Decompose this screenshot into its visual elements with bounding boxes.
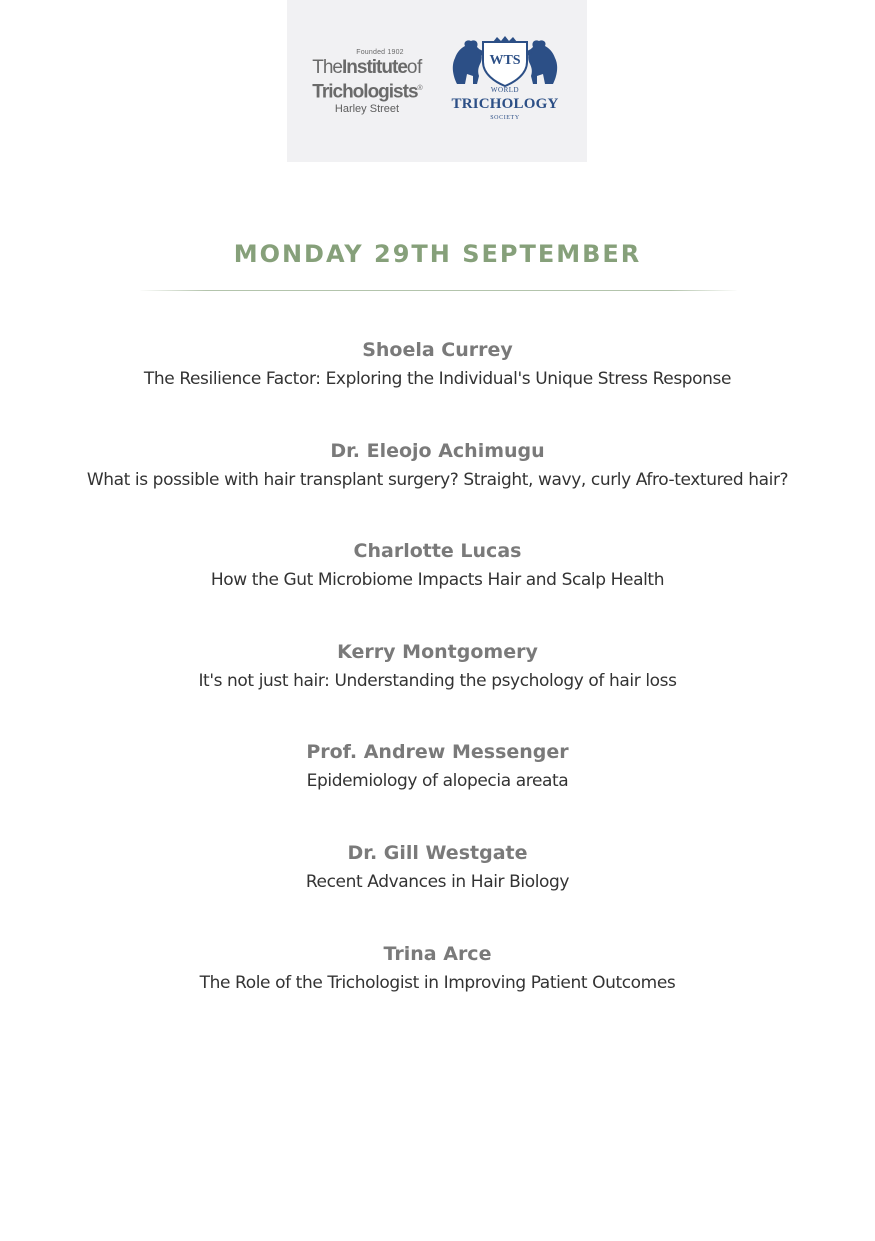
session-item	[0, 738, 875, 796]
trademark-symbol: ®	[417, 85, 422, 92]
talk-title: Epidemiology of alopecia areata	[306, 771, 569, 791]
session-item	[0, 638, 875, 696]
session-item	[0, 437, 875, 495]
logo-word-trichologists: Trichologists	[312, 81, 418, 103]
wts-monogram: WTS	[489, 53, 521, 68]
talk-title: It's not just hair: Understanding the psychology of hair loss	[198, 671, 677, 691]
day-heading: MONDAY 29TH SEPTEMBER	[233, 240, 642, 268]
logo-word-trichology: TRICHOLOGY	[451, 96, 559, 112]
heading-divider	[137, 289, 740, 292]
talk-title: The Role of the Trichologist in Improving Patient Outcomes	[199, 973, 676, 993]
speaker-name: Dr. Gill Westgate	[347, 842, 528, 864]
logo-word-the: The	[312, 57, 342, 78]
logo-banner	[287, 0, 587, 162]
world-trichology-society-logo	[443, 36, 567, 126]
logo-word-society: SOCIETY	[490, 115, 520, 121]
talk-title: How the Gut Microbiome Impacts Hair and Scalp Health	[210, 570, 665, 590]
talk-title: The Resilience Factor: Exploring the Individual's Unique Stress Response	[143, 369, 732, 389]
session-item	[0, 839, 875, 897]
founded-text: Founded 1902	[356, 49, 404, 56]
institute-of-trichologists-logo	[303, 48, 431, 116]
speaker-name: Charlotte Lucas	[353, 540, 522, 562]
speaker-name: Kerry Montgomery	[337, 641, 538, 663]
speaker-name: Shoela Currey	[362, 339, 513, 361]
logo-word-world: WORLD	[490, 86, 520, 94]
talk-title: Recent Advances in Hair Biology	[305, 872, 570, 892]
logo-word-institute: Institute	[342, 57, 407, 78]
logo-location: Harley Street	[334, 103, 400, 116]
logo-word-of: of	[406, 57, 422, 78]
session-item	[0, 537, 875, 595]
lion-crest-icon	[443, 36, 567, 88]
speaker-name: Prof. Andrew Messenger	[306, 741, 569, 763]
session-item	[0, 940, 875, 998]
speaker-name: Dr. Eleojo Achimugu	[330, 440, 545, 462]
session-item	[0, 336, 875, 394]
speaker-name: Trina Arce	[383, 943, 492, 965]
talk-title: What is possible with hair transplant surgery? Straight, wavy, curly Afro-textured hair?	[86, 470, 789, 490]
